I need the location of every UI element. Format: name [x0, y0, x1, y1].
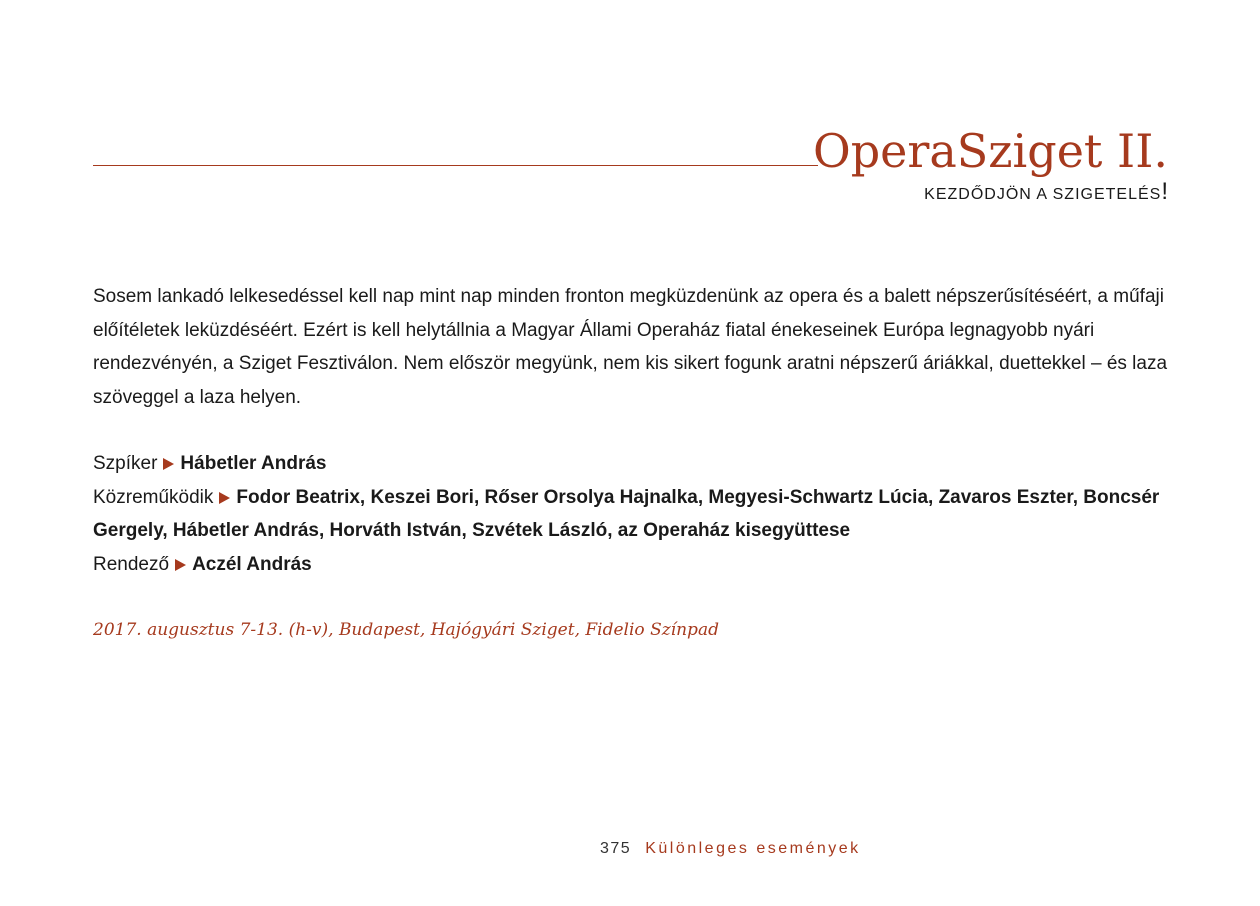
credit-names: Hábetler András [180, 453, 327, 474]
page-title: OperaSziget II. [813, 124, 1168, 178]
credit-names: Fodor Beatrix, Keszei Bori, Rőser Orsolya Hajnalka, Megyesi-Schwartz Lúcia, Zavaros Eszter, Boncsér Gergely, Hábetler András, Horváth István, Szvétek László, az Operaház kisegyüttese [93, 486, 1160, 541]
credit-role: Közreműködik [93, 486, 214, 508]
page-footer [600, 837, 861, 861]
event-details: 2017. augusztus 7-13. (h-v), Budapest, Hajógyári Sziget, Fidelio Színpad [93, 620, 719, 640]
intro-paragraph: Sosem lankadó lelkesedéssel kell nap mint nap minden fronton megküzdenünk az opera és a balett népszerűsítéséért, a műfaji előítéletek leküzdéséért. Ezért is kell helytállnia a Magyar Állami Operaház fiatal énekeseinek Európa legnagyobb nyári rendezvényén, a Sziget Fesztiválon. Nem először megyünk, nem kis sikert fogunk aratni népszerű áriákkal, duettekkel – és laza szöveggel a laza helyen. [93, 286, 1168, 408]
page-number: 375 [600, 840, 632, 857]
credit-role: Rendező [93, 553, 170, 575]
section-name: Különleges események [645, 840, 861, 857]
triangle-right-icon [175, 559, 186, 571]
triangle-right-icon [163, 458, 174, 470]
credit-names: Aczél András [192, 553, 312, 575]
credit-speaker [93, 447, 1173, 481]
subtitle-mark: ! [1161, 178, 1168, 205]
credit-director [93, 548, 1173, 582]
credit-role: Szpíker [93, 453, 158, 474]
credit-performers [93, 481, 1173, 548]
triangle-right-icon [219, 492, 230, 504]
header-rule [93, 165, 818, 166]
subtitle-text: KEZDŐDJÖN A SZIGETELÉS [924, 186, 1162, 203]
page-subtitle [924, 178, 1168, 207]
credits-block [93, 447, 1173, 581]
